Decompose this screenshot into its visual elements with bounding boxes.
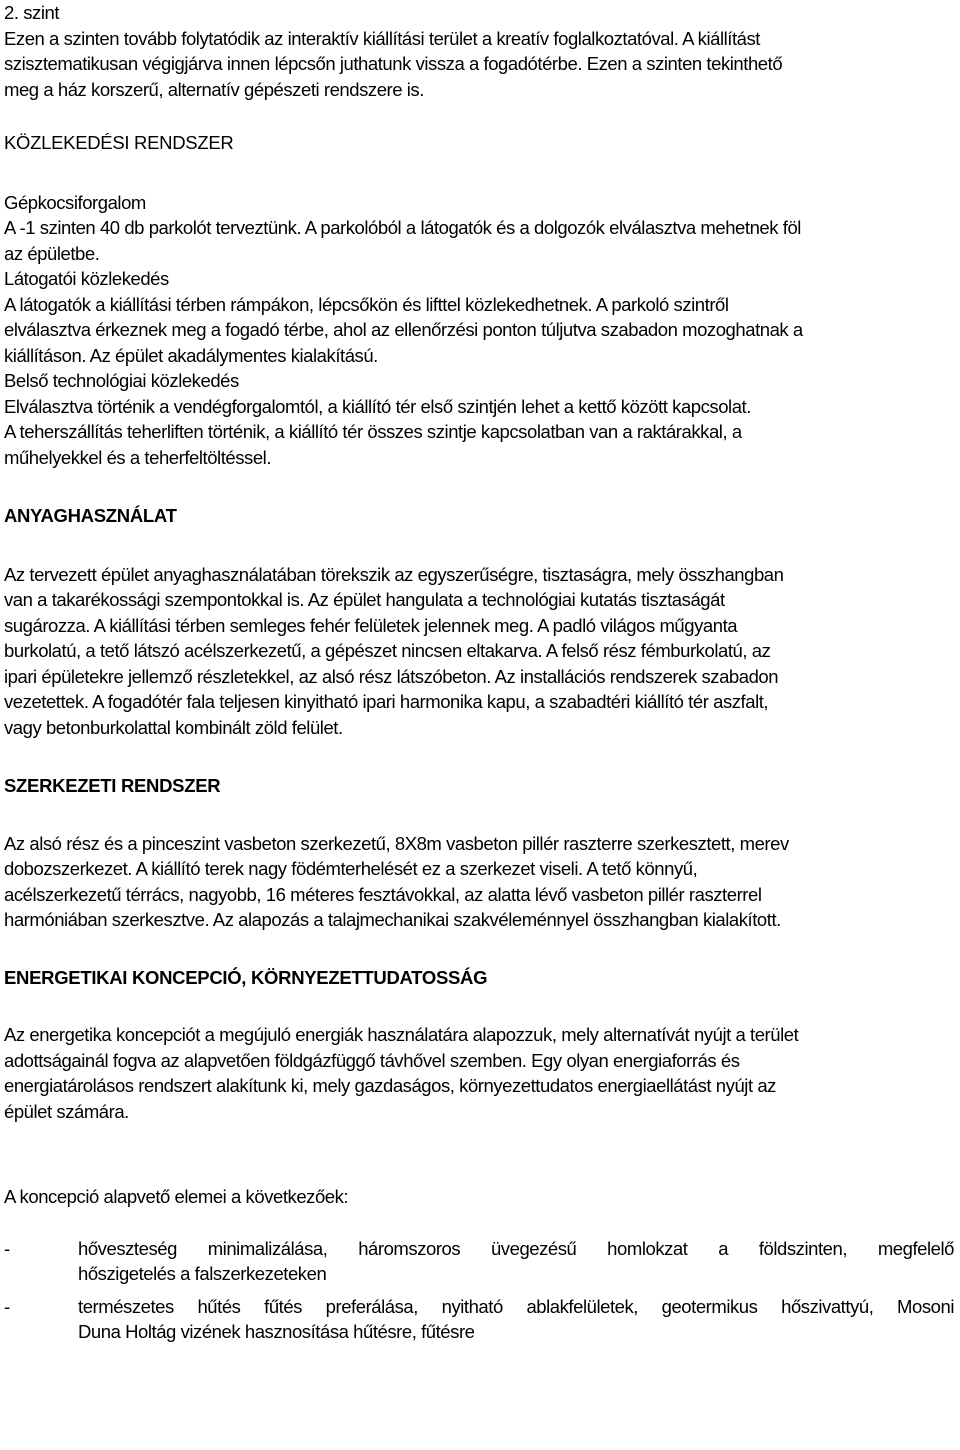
concept-list [4, 1236, 954, 1345]
spacer [4, 102, 954, 130]
spacer [4, 740, 954, 773]
subheading-gepkocsi: Gépkocsiforgalom [4, 191, 146, 213]
list-dash: - [4, 1237, 11, 1259]
spacer [4, 990, 954, 1022]
list-item [4, 1294, 954, 1345]
spacer [4, 1124, 954, 1184]
heading-energia: ENERGETIKAI KONCEPCIÓ, KÖRNYEZETTUDATOSSÁG [4, 966, 488, 988]
spacer [4, 156, 954, 190]
paragraph-line: harmóniában szerkesztve. Az alapozás a talajmechanikai szakvéleménnyel összhangban kialakított. [4, 909, 781, 930]
spacer [4, 470, 954, 503]
paragraph-line: A -1 szinten 40 db parkolót terveztünk. A parkolóból a látogatók és a dolgozók elválasztva mehetnek föl [4, 217, 801, 238]
spacer [4, 529, 954, 562]
document-page [4, 0, 954, 1345]
paragraph-line: kiállításon. Az épület akadálymentes kialakítású. [4, 344, 378, 366]
intro-line: szisztematikusan végigjárva innen lépcsőn juthatunk vissza a fogadótérbe. Ezen a szinten tekinthető [4, 53, 783, 74]
list-intro: A koncepció alapvető elemei a következőek: [4, 1186, 349, 1207]
section-title: 2. szint [4, 2, 60, 23]
paragraph-line: adottságainál fogva az alapvetően földgázfüggő távhővel szemben. Egy olyan energiaforrás és [4, 1049, 740, 1071]
paragraph-line: elválasztva érkeznek meg a fogadó térbe, ahol az ellenőrzési ponton túljutva szabadon mozoghatnak a [4, 319, 803, 340]
spacer [4, 799, 954, 831]
paragraph-line: ipari épületekre jellemző részletekkel, az alsó rész látszóbeton. Az installációs rendszerek szabadon [4, 665, 779, 687]
list-item-line: természetes hűtés fűtés preferálása, nyitható ablakfelületek, geotermikus hőszivattyú, Mosoni [78, 1295, 954, 1317]
paragraph-line: épület számára. [4, 1100, 129, 1122]
paragraph-line: vagy betonburkolattal kombinált zöld felület. [4, 716, 343, 738]
list-item-line: hőszigetelés a falszerkezeteken [78, 1263, 327, 1284]
paragraph-line: vezetettek. A fogadótér fala teljesen kinyitható ipari harmonika kapu, a szabadtéri kiállító tér aszfalt, [4, 691, 769, 712]
list-item [4, 1236, 954, 1287]
paragraph-line: Az alsó rész és a pinceszint vasbeton szerkezetű, 8X8m vasbeton pillér raszterre szerkesztett, merev [4, 832, 789, 854]
paragraph-line: dobozszerkezet. A kiállító terek nagy födémterhelését ez a szerkezet viseli. A tető könnyű, [4, 858, 698, 879]
paragraph-line: A teherszállítás teherliften történik, a kiállító tér összes szintje kapcsolatban van a raktárakkal, a [4, 421, 742, 442]
paragraph-line: burkolatú, a tető látszó acélszerkezetű, a gépészet nincsen eltakarva. A felső rész fémburkolatú, az [4, 640, 771, 661]
paragraph-line: A látogatók a kiállítási térben rámpákon, lépcsőkön és lifttel közlekedhetnek. A parkoló szintről [4, 293, 729, 315]
intro-line: Ezen a szinten tovább folytatódik az interaktív kiállítási terület a kreatív foglalkoztatóval. A kiállítást [4, 27, 760, 49]
heading-szerkezet: SZERKEZETI RENDSZER [4, 775, 221, 796]
heading-anyag: ANYAGHASZNÁLAT [4, 505, 177, 526]
spacer [4, 933, 954, 965]
paragraph-line: Az tervezett épület anyaghasználatában törekszik az egyszerűségre, tisztaságra, mely összhangban [4, 563, 784, 585]
intro-line: meg a ház korszerű, alternatív gépészeti rendszere is. [4, 78, 424, 100]
heading-kozlekedes: KÖZLEKEDÉSI RENDSZER [4, 132, 234, 153]
list-item-line: hőveszteség minimalizálása, háromszoros üvegezésű homlokzat a földszinten, megfelelő [78, 1237, 954, 1259]
paragraph-line: acélszerkezetű térrács, nagyobb, 16 méteres fesztávokkal, az alatta lévő vasbeton pillér raszterrel [4, 883, 762, 905]
paragraph-line: energiatárolásos rendszert alakítunk ki, mely gazdaságos, környezettudatos energiaellátást nyújt az [4, 1075, 776, 1096]
paragraph-line: van a takarékossági szempontokkal is. Az épület hangulata a technológiai kutatás tisztaságát [4, 589, 725, 610]
list-item-line: Duna Holtág vizének hasznosítása hűtésre, fűtésre [78, 1321, 475, 1342]
subheading-belso: Belső technológiai közlekedés [4, 370, 239, 391]
paragraph-line: Elválasztva történik a vendégforgalomtól, a kiállító tér első szintjén lehet a kettő között kapcsolat. [4, 395, 751, 417]
spacer [4, 1210, 954, 1236]
paragraph-line: műhelyekkel és a teherfeltöltéssel. [4, 446, 272, 468]
paragraph-line: Az energetika koncepciót a megújuló energiák használatára alapozzuk, mely alternatívát nyújt a terület [4, 1024, 799, 1045]
list-dash: - [4, 1295, 11, 1317]
paragraph-line: az épületbe. [4, 242, 100, 264]
paragraph-line: sugározza. A kiállítási térben semleges fehér felületek jelennek meg. A padló világos műgyanta [4, 614, 738, 636]
subheading-latogatoi: Látogatói közlekedés [4, 268, 169, 289]
